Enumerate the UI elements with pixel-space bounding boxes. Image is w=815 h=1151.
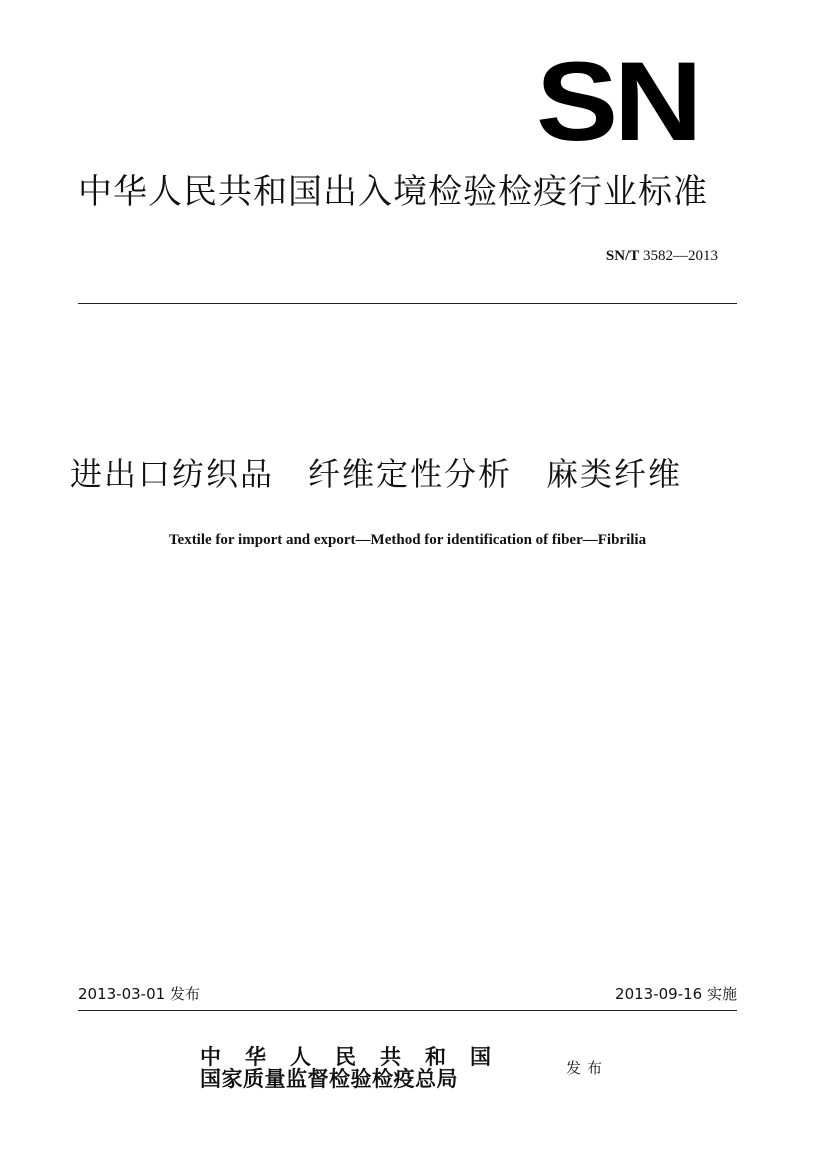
implementation-date: 2013-09-16 实施 — [615, 985, 737, 1003]
issuer-line-1: 中华人民共和国 — [200, 1044, 515, 1069]
title-part-2: 纤维定性分析 — [308, 455, 513, 493]
issue-date: 2013-03-01 发布 — [78, 985, 200, 1003]
standard-prefix: SN/T — [605, 248, 640, 264]
bottom-divider — [78, 1010, 737, 1011]
document-title-en: Textile for import and export—Method for identification of fiber—Fibrilia — [168, 532, 647, 548]
issue-verb: 发布 — [566, 1059, 609, 1077]
title-part-3: 麻类纤维 — [546, 455, 683, 493]
industry-standard-title: 中华人民共和国出入境检验检疫行业标准 — [78, 172, 708, 212]
top-divider — [78, 303, 737, 304]
issuer-line-2: 国家质量监督检验检疫总局 — [200, 1066, 458, 1091]
sn-logo: SN — [536, 39, 699, 164]
document-title-cn — [70, 452, 750, 496]
title-part-1: 进出口纺织品 — [70, 455, 275, 493]
issuing-authority — [200, 1046, 515, 1090]
standard-code: 3582—2013 — [643, 248, 718, 264]
standard-number — [606, 246, 718, 266]
